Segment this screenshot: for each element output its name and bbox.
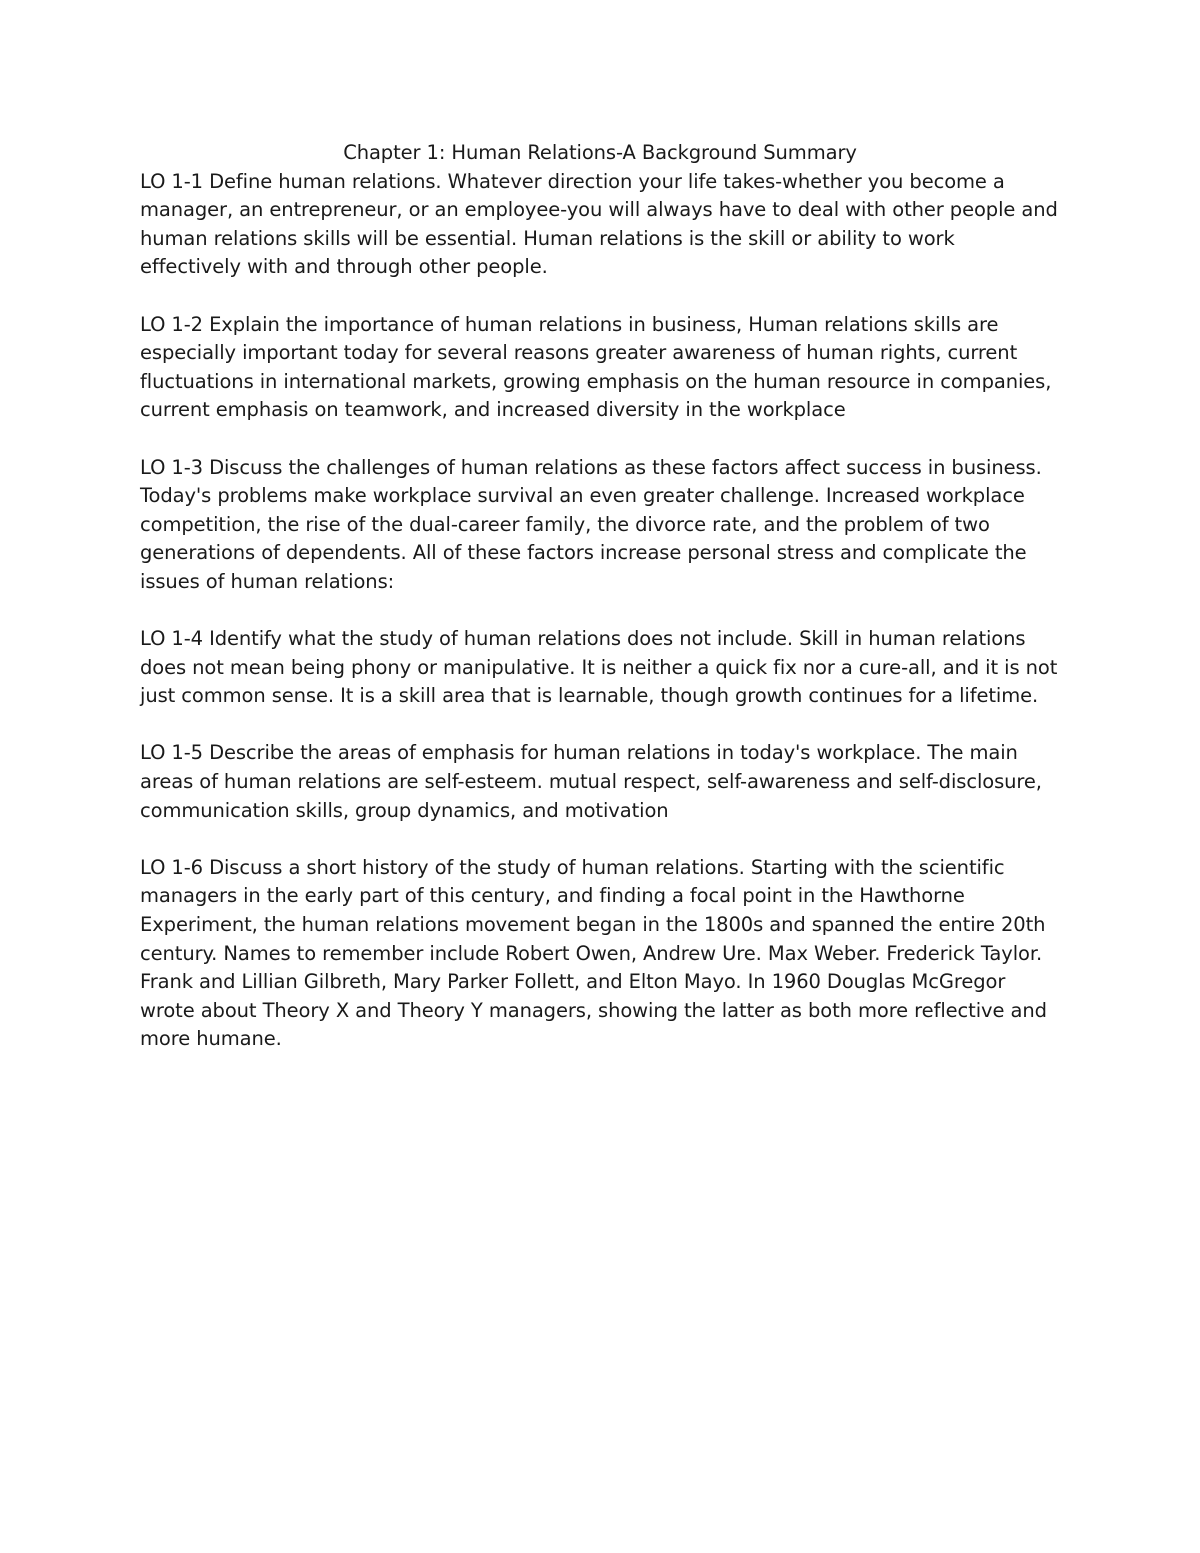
- paragraph-lo-1-6: LO 1-6 Discuss a short history of the study of human relations. Starting with the scientific managers in the early part of this century, and finding a focal point in the Hawthorne Experiment, the human relations movement began in the 1800s and spanned the entire 20th century. Names to remember include Robert Owen, Andrew Ure. Max Weber. Frederick Taylor. Frank and Lillian Gilbreth, Mary Parker Follett, and Elton Mayo. In 1960 Douglas McGregor wrote about Theory X and Theory Y managers, showing the latter as both more reflective and more humane.: [140, 855, 1047, 1051]
- document-title: Chapter 1: Human Relations-A Background Summary: [343, 141, 857, 164]
- document-body: [140, 139, 1060, 1083]
- paragraph-lo-1-3: LO 1-3 Discuss the challenges of human relations as these factors affect success in business. Today's problems make workplace survival an even greater challenge. Increased workplace competition, the rise of the dual-career family, the divorce rate, and the problem of two generations of dependents. All of these factors increase personal stress and complicate the issues of human relations:: [140, 455, 1042, 593]
- paragraph-lo-1-5: LO 1-5 Describe the areas of emphasis for human relations in today's workplace. The main areas of human relations are self-esteem. mutual respect, self-awareness and self-disclosure, communication skills, group dynamics, and motivation: [140, 741, 1042, 822]
- paragraph-lo-1-2: LO 1-2 Explain the importance of human relations in business, Human relations skills are especially important today for several reasons greater awareness of human rights, current fluctuations in international markets, growing emphasis on the human resource in companies, current emphasis on teamwork, and increased diversity in the workplace: [140, 312, 1052, 422]
- paragraph-lo-1-1: LO 1-1 Define human relations. Whatever direction your life takes-whether you become a manager, an entrepreneur, or an employee-you will always have to deal with other people and human relations skills will be essential. Human relations is the skill or ability to work effectively with and through other people.: [140, 169, 1058, 279]
- paragraph-lo-1-4: LO 1-4 Identify what the study of human relations does not include. Skill in human relations does not mean being phony or manipulative. It is neither a quick fix nor a cure-all, and it is not just common sense. It is a skill area that is learnable, though growth continues for a lifetime.: [140, 627, 1058, 708]
